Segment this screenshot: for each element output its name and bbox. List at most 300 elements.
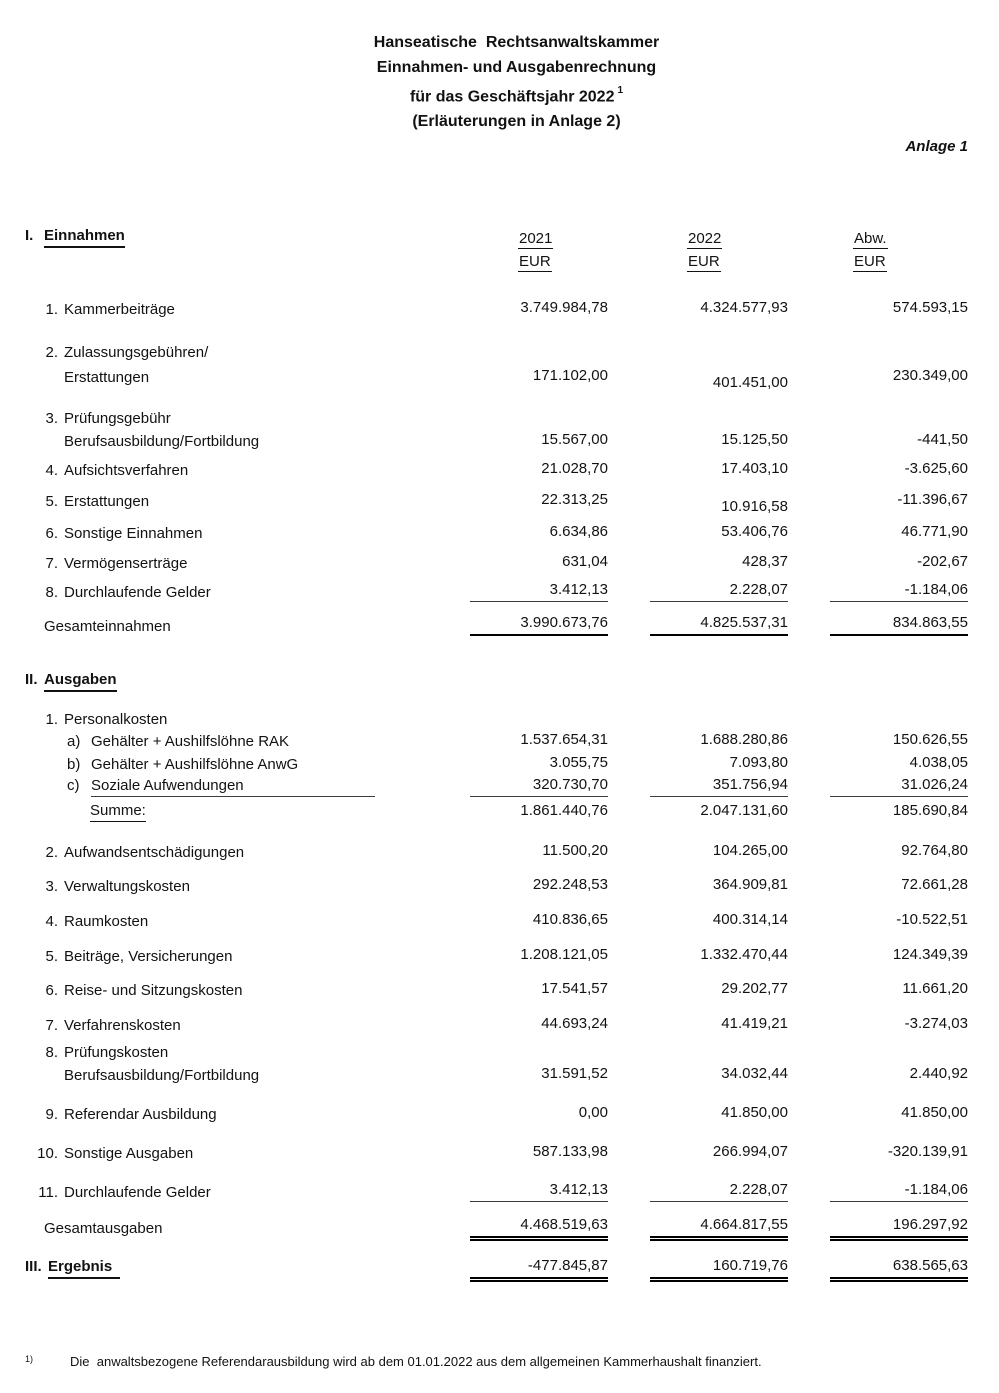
value-cell [788,580,968,602]
value-cell [788,1180,968,1202]
value-cell [428,910,608,931]
row-label-text [64,583,211,602]
value-cell [608,1180,788,1202]
table-row [25,979,968,1000]
value-text: -3.274,03 [904,1015,968,1033]
label-line-1: Reise- und Sitzungskosten [64,982,243,1000]
table-row [25,875,968,896]
ruled-label-text: Soziale Aufwendungen [91,776,375,797]
value-text: 3.412,13 [470,580,608,602]
label-line-1: Vermögenserträge [64,555,188,573]
value-cell [428,979,608,1000]
value-text: -3.625,60 [904,460,968,478]
label-line-1: Verfahrenskosten [64,1017,181,1035]
row-label-text [64,1183,211,1202]
value-text: 29.202,77 [721,980,788,998]
value-cell [608,1215,788,1238]
table-row [25,1180,968,1202]
value-text: 53.406,76 [721,523,788,541]
value-cell [428,366,608,387]
table-row [25,1014,968,1035]
column-header-abw: Abw. [854,230,887,248]
row-label [25,710,968,729]
label-line-1: Referendar Ausbildung [64,1106,217,1124]
section-numeral: III. [25,1258,42,1276]
value-cell [428,430,608,451]
label-line-2: Berufsausbildung/Fortbildung [64,1067,260,1085]
sub-item-row [25,775,968,797]
value-cell [788,1014,968,1035]
label-line-1: Durchlaufende Gelder [64,1184,211,1202]
value-text: 587.133,98 [532,1143,608,1161]
value-text: 4.664.817,55 [650,1215,788,1238]
value-cell [428,522,608,543]
value-text: 10.916,58 [721,498,788,516]
value-cell [608,430,788,451]
row-number: 7. [45,1017,58,1035]
value-text: 364.909,81 [712,876,788,894]
subtotal-row [25,801,968,822]
row-label [25,1183,428,1202]
unit-header-row [25,252,968,271]
value-cell [428,1215,608,1238]
row-label [25,343,428,387]
value-text: 4.825.537,31 [650,613,788,636]
value-cell [608,945,788,966]
label-line-1: Personalkosten [64,711,168,729]
value-cell: 638.565,63 [788,1256,968,1279]
row-label [25,776,428,797]
value-text: 46.771,90 [901,523,968,541]
row-label-text [64,1043,259,1085]
value-cell [788,613,968,636]
value-cell [608,910,788,931]
value-cell [788,841,968,862]
section-heading [25,670,968,692]
value-text: 31.591,52 [541,1065,608,1083]
total-label: Gesamtausgaben [44,1220,163,1238]
value-text: -320.139,91 [887,1143,968,1161]
value-cell: 160.719,76 [608,1256,788,1279]
unit-header-abw: EUR [854,253,886,271]
row-label [25,300,428,319]
value-text: 104.265,00 [712,842,788,860]
row-label [25,1219,428,1238]
value-cell [788,298,968,319]
document-title [25,30,968,134]
row-number: c) [67,777,80,795]
value-text: 428,37 [742,553,788,571]
value-cell [788,945,968,966]
value-text: 15.567,00 [541,431,608,449]
row-label-text [64,981,242,1000]
value-text: -202,67 [917,553,968,571]
row-label-text [64,1144,193,1163]
row-label-text [91,755,298,774]
value-text: 17.403,10 [721,460,788,478]
table-row [25,1142,968,1163]
row-label-text [91,732,289,751]
row-number: 9. [45,1106,58,1124]
row-label-text [64,947,232,966]
table-row [25,409,968,451]
label-line-1: Raumkosten [64,913,149,931]
section-einnahmen [25,226,968,636]
title-line-4: (Erläuterungen in Anlage 2) [412,113,621,131]
section-header-row [25,670,968,692]
label-line-1: Sonstige Ausgaben [64,1145,194,1163]
value-cell [428,1064,608,1085]
value-cell [608,775,788,797]
value-text: 2.228,07 [650,580,788,602]
section-title: Ergebnis [48,1257,120,1279]
label-line-1: Gehälter + Aushilfslöhne AnwG [91,756,299,774]
row-label [25,981,428,1000]
value-cell [788,730,968,751]
value-text: 0,00 [578,1104,608,1122]
value-cell [788,979,968,1000]
label-line-1: Gehälter + Aushilfslöhne RAK [91,733,290,751]
value-cell [608,580,788,602]
value-text: 1.537.654,31 [520,731,608,749]
value-text: 2.228,07 [650,1180,788,1202]
value-cell [788,753,968,774]
row-label [25,617,428,636]
column-header-2022: 2022 [688,230,722,248]
row-label-text [91,776,375,797]
section-numeral: I. [25,227,34,245]
row-label [25,912,428,931]
footnote [25,1353,968,1370]
annex-label: Anlage 1 [905,138,968,156]
footnote-reference-mark: 1) [25,1354,34,1365]
value-text: 3.990.673,76 [470,613,608,636]
row-label-text [64,710,167,729]
value-text: -11.396,67 [897,491,968,509]
label-line-1: Prüfungsgebühr [64,410,171,428]
row-label [25,732,428,751]
value-text: 21.028,70 [541,460,608,478]
label-line-1: Kammerbeiträge [64,301,175,319]
label-line-1: Beiträge, Versicherungen [64,948,233,966]
value-text: 834.863,55 [830,613,968,636]
row-number: 1. [45,301,58,319]
row-number: 3. [45,878,58,896]
value-text: 1.688.280,86 [700,731,788,749]
value-cell [428,1103,608,1124]
row-number: b) [67,756,81,774]
result-heading [25,1257,428,1279]
subtotal-label: Summe: [90,801,146,822]
section-ausgaben [25,670,968,1238]
total-row [25,1215,968,1238]
table-row [25,490,968,516]
value-cell [428,1014,608,1035]
label-line-1: Verwaltungskosten [64,878,190,896]
value-text: 400.314,14 [712,911,788,929]
value-text: 230.349,00 [892,367,968,385]
value-text: 3.749.984,78 [520,299,608,317]
value-text: 401.451,00 [712,374,788,392]
row-number: 5. [45,493,58,511]
value-cell [788,910,968,931]
row-number: 7. [45,555,58,573]
table-row [25,343,968,392]
value-text: 15.125,50 [721,431,788,449]
value-cell [788,459,968,480]
row-label [25,409,428,451]
row-label [25,877,428,896]
row-number: 11. [38,1184,58,1202]
value-cell [788,366,968,387]
value-cell [608,1103,788,1124]
value-text: 92.764,80 [901,842,968,860]
unit-header-2021: EUR [519,253,551,271]
value-cell [608,298,788,319]
row-label [25,461,428,480]
value-cell [788,1142,968,1163]
value-text: 320.730,70 [470,775,608,797]
table-row [25,945,968,966]
value-cell [428,490,608,511]
value-text: 41.419,21 [721,1015,788,1033]
value-cell [428,552,608,573]
value-text: 351.756,94 [650,775,788,797]
table-row [25,298,968,319]
value-cell [428,875,608,896]
table-row [25,1043,968,1085]
label-line-1: Zulassungsgebühren/ [64,344,209,362]
table-row [25,522,968,543]
row-label [25,801,428,822]
table-row [25,552,968,573]
row-label [25,1105,428,1124]
value-cell [428,1180,608,1202]
value-cell [608,1064,788,1085]
section-numeral: II. [25,671,38,689]
row-label [25,1043,428,1085]
value-text: 196.297,92 [830,1215,968,1238]
value-text: 1.861.440,76 [520,802,608,820]
row-label-text [64,554,187,573]
row-number: 4. [45,913,58,931]
value-cell [788,1103,968,1124]
row-label [25,843,428,862]
value-cell [608,613,788,636]
value-text: 266.994,07 [712,1143,788,1161]
row-number: 2. [45,344,58,362]
group-header-row [25,710,968,729]
row-number: 5. [45,948,58,966]
row-label-text [64,877,190,896]
row-label [25,1016,428,1035]
value-text: 44.693,24 [541,1015,608,1033]
value-text: 41.850,00 [901,1104,968,1122]
value-text: 34.032,44 [721,1065,788,1083]
row-label [25,1144,428,1163]
value-text: 574.593,15 [892,299,968,317]
value-cell [428,753,608,774]
value-cell [608,730,788,751]
value-text: 31.026,24 [830,775,968,797]
value-text: 41.850,00 [721,1104,788,1122]
value-text: 1.208.121,05 [520,946,608,964]
table-row [25,580,968,602]
value-cell [788,775,968,797]
row-label [25,583,428,602]
label-line-1: Erstattungen [64,493,150,511]
value-text: 72.661,28 [901,876,968,894]
value-text: 631,04 [562,553,608,571]
value-cell [428,580,608,602]
total-row [25,613,968,636]
value-text: 292.248,53 [532,876,608,894]
title-line-1: Hanseatische Rechtsanwaltskammer [373,34,660,51]
value-cell [788,1064,968,1085]
table-row [25,459,968,480]
table-row [25,841,968,862]
value-text: -1.184,06 [830,1180,968,1202]
value-cell [788,490,968,511]
footnote-reference-mark: 1 [617,85,624,96]
value-cell [428,730,608,751]
total-label: Gesamteinnahmen [44,618,171,636]
value-cell [608,801,788,822]
value-text: 185.690,84 [892,802,968,820]
row-label [25,947,428,966]
value-text: 7.093,80 [729,754,788,772]
value-cell [788,1215,968,1238]
value-text: 2.047.131,60 [700,802,788,820]
value-cell [428,775,608,797]
row-label-text [64,843,244,862]
section-heading [25,226,428,248]
row-number: 8. [45,1044,58,1062]
row-number: 6. [45,525,58,543]
value-cell [608,552,788,573]
value-cell [428,945,608,966]
value-cell [608,875,788,896]
value-cell [608,459,788,480]
unit-header-2022: EUR [688,253,720,271]
section-title: Ausgaben [44,670,117,692]
row-number: 3. [45,410,58,428]
value-cell [428,801,608,822]
value-cell [788,552,968,573]
value-cell [608,753,788,774]
row-label-text [64,409,259,451]
value-cell [788,801,968,822]
einnahmen-rows [25,298,968,636]
row-label-text [64,492,149,511]
title-line-3 [65,80,968,109]
value-text: 11.500,20 [542,842,608,860]
value-text: 3.412,13 [470,1180,608,1202]
value-text: -441,50 [917,431,968,449]
value-text: 22.313,25 [541,491,608,509]
label-line-1: Aufsichtsverfahren [64,462,189,480]
row-number: 4. [45,462,58,480]
row-label-text [64,1016,181,1035]
row-label [25,524,428,543]
value-text: 150.626,55 [892,731,968,749]
section-header-row [25,226,968,248]
sub-item-row [25,730,968,751]
value-cell [608,1014,788,1035]
title-line-3-text: für das Geschäftsjahr 2022 [409,88,615,106]
row-label-text [64,1105,217,1124]
row-number: 1. [45,711,58,729]
value-cell [608,1142,788,1163]
value-text: 4.038,05 [909,754,968,772]
row-label [25,554,428,573]
value-text: 171.102,00 [532,367,608,385]
row-number: 10. [37,1145,58,1163]
value-cell [428,841,608,862]
row-label-text [64,461,188,480]
row-label [25,755,428,774]
footnote-text: Die anwaltsbezogene Referendarausbildung wird ab dem 01.01.2022 aus dem allgemeinen Kammerhaushalt finanziert. [70,1354,762,1370]
value-text: -1.184,06 [830,580,968,602]
table-row [25,910,968,931]
value-cell: -477.845,87 [428,1256,608,1279]
value-text: 17.541,57 [541,980,608,998]
table-row [25,1103,968,1124]
row-label [25,492,428,511]
value-text: 3.055,75 [549,754,608,772]
row-number: 6. [45,982,58,1000]
label-line-2: Berufsausbildung/Fortbildung [64,433,260,451]
value-text: 11.661,20 [902,980,968,998]
row-label-text [64,524,202,543]
value-cell [428,1142,608,1163]
value-cell [608,522,788,543]
ausgaben-rows [25,710,968,1238]
result-row [25,1256,968,1279]
label-line-2: Erstattungen [64,369,150,387]
value-cell [788,430,968,451]
value-cell [608,497,788,518]
value-text: 4.324.577,93 [700,299,788,317]
value-text: 410.836,65 [532,911,608,929]
value-cell [608,979,788,1000]
column-header-2021: 2021 [519,230,553,248]
row-label-text [64,343,208,387]
value-text: 6.634,86 [549,523,608,541]
value-cell [788,522,968,543]
row-number: 2. [45,844,58,862]
value-text: 2.440,92 [909,1065,968,1083]
row-number: a) [67,733,81,751]
row-label-text [64,300,175,319]
value-text: 124.349,39 [892,946,968,964]
row-label-text [64,912,148,931]
section-title: Einnahmen [44,226,125,248]
value-text: 1.332.470,44 [700,946,788,964]
value-cell [428,613,608,636]
sub-item-row [25,753,968,774]
value-cell [428,459,608,480]
value-cell [608,841,788,862]
value-cell [608,373,788,394]
value-text: 4.468.519,63 [470,1215,608,1238]
label-line-1: Durchlaufende Gelder [64,584,211,602]
value-cell [788,875,968,896]
title-line-2: Einnahmen- und Ausgabenrechnung [376,59,657,76]
value-text: -10.522,51 [896,911,968,929]
label-line-1: Sonstige Einnahmen [64,525,203,543]
label-line-1: Aufwandsentschädigungen [64,844,245,862]
